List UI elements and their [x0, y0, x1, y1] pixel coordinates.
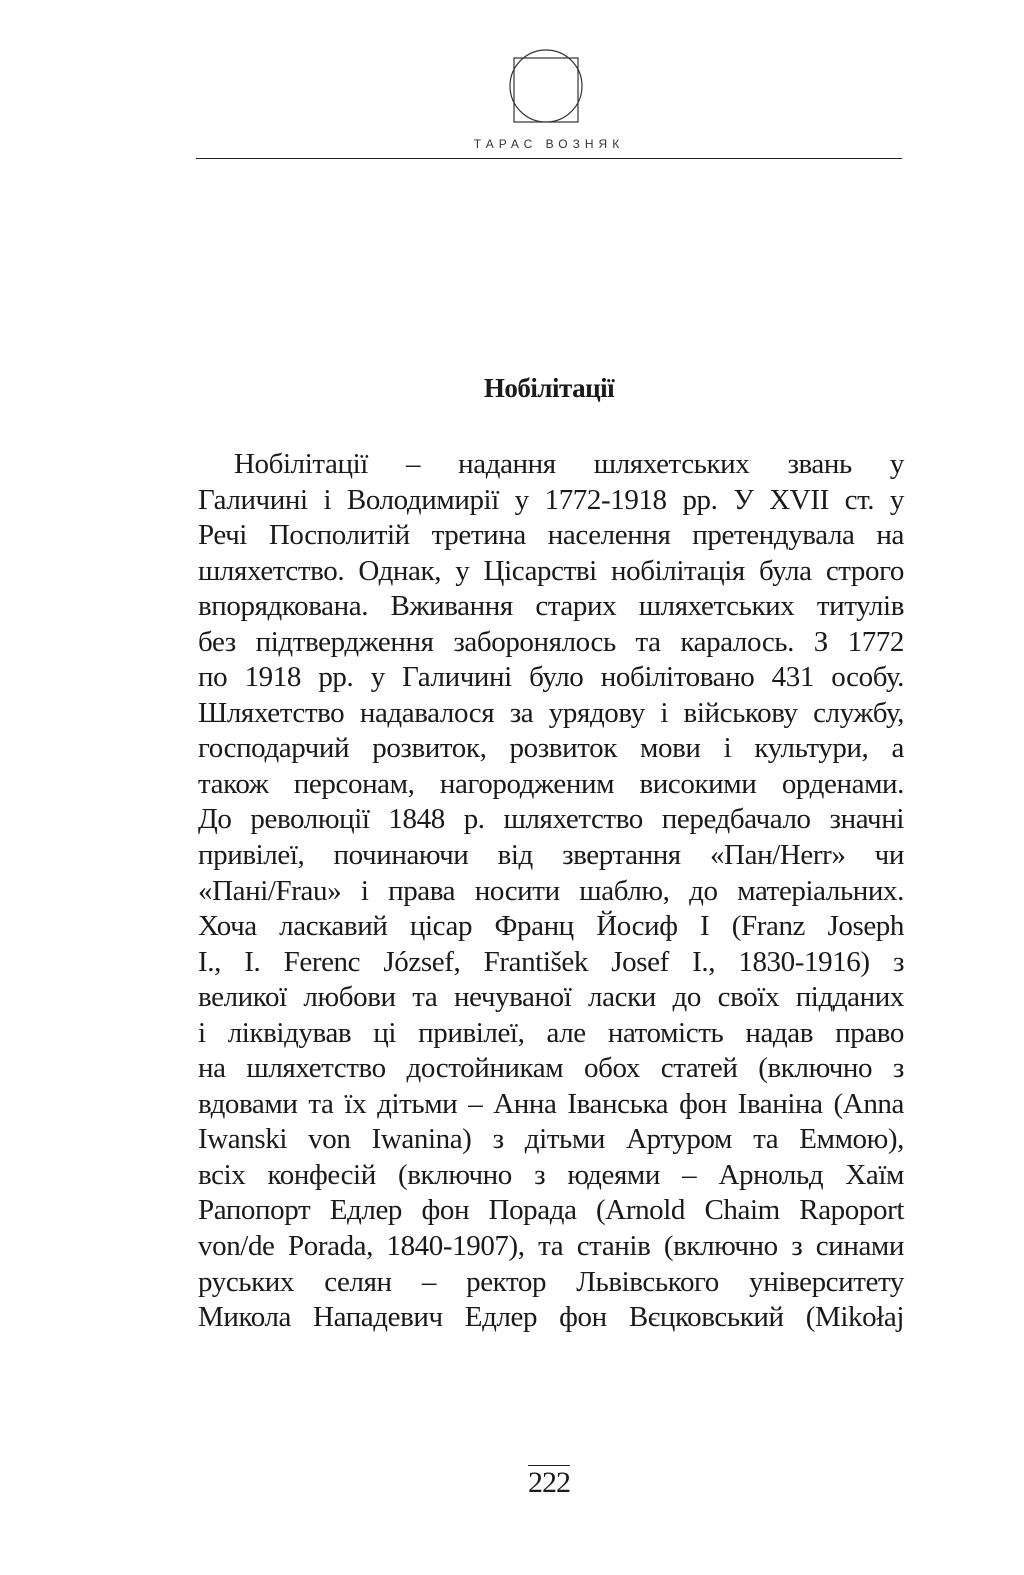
circle-square-emblem-icon — [508, 48, 584, 124]
text-line: Микола Нападевич Едлер фон Вєцковський (Mikołaj — [198, 1301, 904, 1334]
text-line: руських селян – ректор Львівського університету — [198, 1265, 904, 1298]
section-title: Нобілітації — [483, 373, 615, 403]
header-divider — [196, 158, 902, 159]
page-number-text: 222 — [528, 1466, 570, 1499]
text-line: Нобілітації – надання шляхетських звань у — [234, 448, 904, 480]
text-line: привілеї, починаючи від звертання «Пан/Herr» чи — [198, 839, 904, 872]
text-line: I., I. Ferenc József, František Josef I., 1830-1916) з — [198, 945, 904, 978]
text-line: Галичині і Володимирії у 1772-1918 рр. У XVII ст. у — [198, 483, 904, 516]
text-line: великої любови та нечуваної ласки до своїх підданих — [198, 981, 904, 1014]
text-line: впорядкована. Вживання старих шляхетських титулів — [198, 590, 904, 623]
body-text — [198, 447, 904, 1336]
text-line: Iwanski von Iwanina) з дітьми Артуром та Еммою), — [198, 1123, 904, 1156]
text-line: на шляхетство достойникам обох статей (включно з — [198, 1052, 904, 1085]
text-line: Речі Посполитій третина населення претендувала на — [198, 519, 904, 552]
text-line: господарчий розвиток, розвиток мови і культури, а — [198, 732, 904, 765]
text-line: von/de Porada, 1840-1907), та станів (включно з синами — [198, 1230, 904, 1263]
text-line: всіх конфесій (включно з юдеями – Арнольд Хаїм — [198, 1158, 904, 1191]
text-line: Шляхетство надавалося за урядову і військову службу, — [198, 696, 904, 729]
text-line: без підтвердження заборонялось та каралось. З 1772 — [198, 625, 904, 658]
text-line: «Пані/Frau» і права носити шаблю, до матеріальних. — [198, 874, 904, 907]
text-line: Рапопорт Едлер фон Порада (Arnold Chaim Rapoport — [198, 1194, 904, 1227]
page-number — [196, 1466, 902, 1500]
running-head-author: ТАРАС ВОЗНЯК — [473, 137, 625, 151]
text-line: і ліквідував ці привілеї, але натомість надав право — [198, 1016, 904, 1049]
text-line: шляхетство. Однак, у Цісарстві нобілітація була строго — [198, 554, 904, 587]
text-line: по 1918 рр. у Галичині було нобілітовано 431 особу. — [198, 661, 904, 694]
text-line: вдовами та їх дітьми – Анна Іванська фон Іваніна (Anna — [198, 1087, 904, 1120]
text-line: Хоча ласкавий цісар Франц Йосиф I (Franz Joseph — [198, 910, 904, 943]
text-line: також персонам, нагородженим високими орденами. — [198, 767, 904, 800]
text-line: До революції 1848 р. шляхетство передбачало значні — [198, 803, 904, 836]
